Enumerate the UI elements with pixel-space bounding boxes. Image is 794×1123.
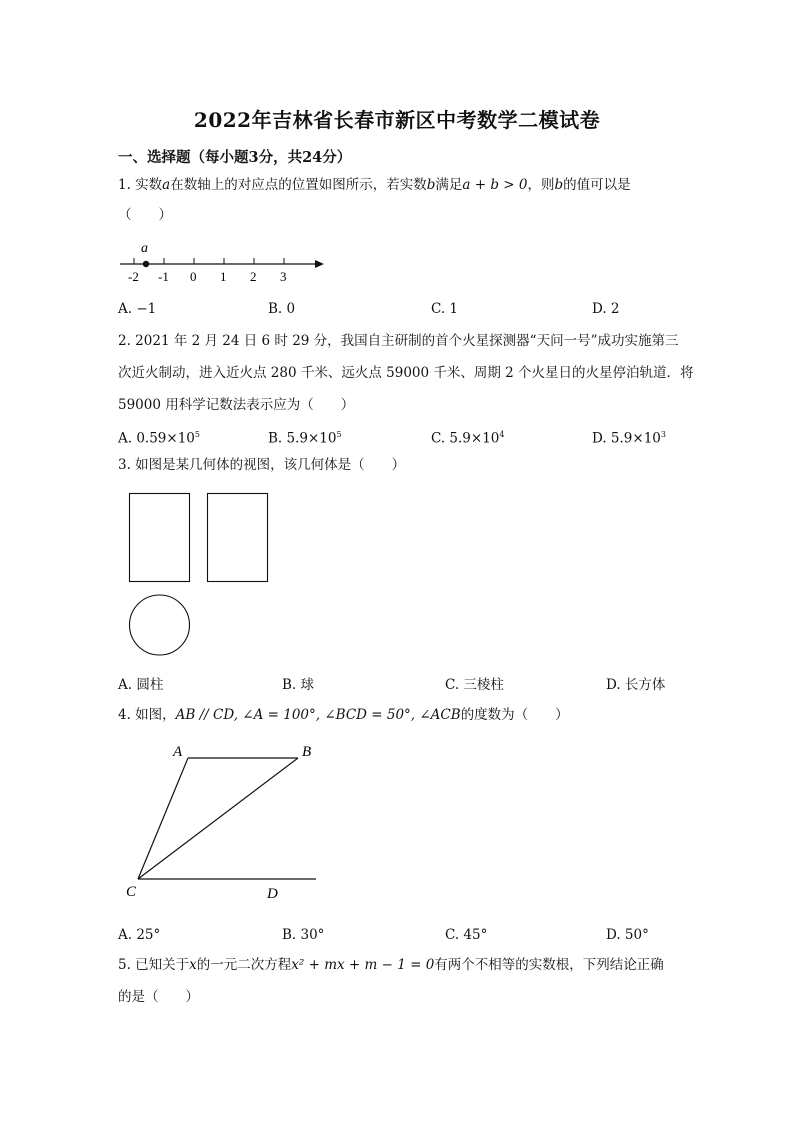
q2-stem-line1: 2. 2021 年 2 月 24 日 6 时 29 分，我国自主研制的首个火星探测器“天问一号”成功实施第三: [118, 333, 679, 349]
number-line-arrow: [315, 260, 324, 268]
q1-option-a[interactable]: A. −1: [118, 301, 157, 317]
q4-stem: 4. 如图，AB // CD, ∠A = 100°, ∠BCD = 50°, ∠ACB的度数为（ ）: [118, 707, 569, 723]
q2-option-c[interactable]: C. $5.9\times 10^4$: [431, 430, 505, 447]
q4-option-a[interactable]: A. 25°: [118, 927, 161, 943]
q4-option-b[interactable]: B. 30°: [282, 927, 325, 943]
q3-option-c[interactable]: C. 三棱柱: [445, 677, 504, 693]
q1-option-b[interactable]: B. 0: [268, 301, 296, 317]
parallel-lines-figure: [118, 736, 328, 906]
vertex-label-b: B: [302, 744, 312, 760]
number-line-figure: [110, 236, 340, 292]
q1-option-d[interactable]: D. 2: [592, 301, 620, 317]
vertex-label-a: A: [173, 744, 183, 760]
q2-option-d[interactable]: D. $5.9\times 10^3$: [592, 430, 666, 447]
tick-label: 3: [280, 269, 287, 284]
top-view-circle: [130, 595, 190, 655]
tick-label: -2: [128, 269, 139, 284]
q5-stem: 5. 已知关于x的一元二次方程x² + mx + m − 1 = 0有两个不相等的实数根，下列结论正确: [118, 957, 664, 973]
q1-stem-line2: （ ）: [118, 207, 172, 223]
point-a-label: a: [141, 241, 148, 256]
q4-option-c[interactable]: C. 45°: [445, 927, 488, 943]
q3-stem: 3. 如图是某几何体的视图，该几何体是（ ）: [118, 457, 406, 473]
tick-label: -1: [158, 269, 169, 284]
q3-option-b[interactable]: B. 球: [282, 677, 315, 693]
exam-title: 2022年吉林省长春市新区中考数学二模试卷: [193, 108, 601, 132]
tick-label: 1: [220, 269, 227, 284]
q2-option-a[interactable]: A. $0.59\times 10^5$: [118, 430, 200, 447]
vertex-label-d: D: [267, 886, 278, 902]
vertex-label-c: C: [126, 884, 137, 900]
q3-option-a[interactable]: A. 圆柱: [118, 677, 164, 693]
front-view-rectangle: [130, 494, 190, 582]
segment-ac: [138, 758, 188, 879]
side-view-rectangle: [208, 494, 268, 582]
q1-stem: 1. 实数a在数轴上的对应点的位置如图所示，若实数b满足a + b > 0，则b的值可以是: [118, 177, 631, 193]
q2-stem-line2: 次近火制动，进入近火点 280 千米、远火点 59000 千米、周期 2 个火星日的火星停泊轨道．将: [118, 365, 694, 381]
q4-option-d[interactable]: D. 50°: [606, 927, 649, 943]
tick-label: 0: [190, 269, 197, 284]
segment-bc: [138, 758, 298, 879]
q3-option-d[interactable]: D. 长方体: [606, 677, 666, 693]
tick-label: 2: [250, 269, 257, 284]
q2-option-b[interactable]: B. $5.9\times 10^5$: [268, 430, 342, 447]
q2-stem-line3: 59000 用科学记数法表示应为（ ）: [118, 397, 355, 413]
section-heading: 一、选择题（每小题3分，共24分）: [118, 149, 352, 166]
q1-option-c[interactable]: C. 1: [431, 301, 459, 317]
point-a: [143, 261, 149, 267]
three-view-figure: [120, 486, 280, 662]
q5-stem-line2: 的是（ ）: [118, 989, 199, 1005]
